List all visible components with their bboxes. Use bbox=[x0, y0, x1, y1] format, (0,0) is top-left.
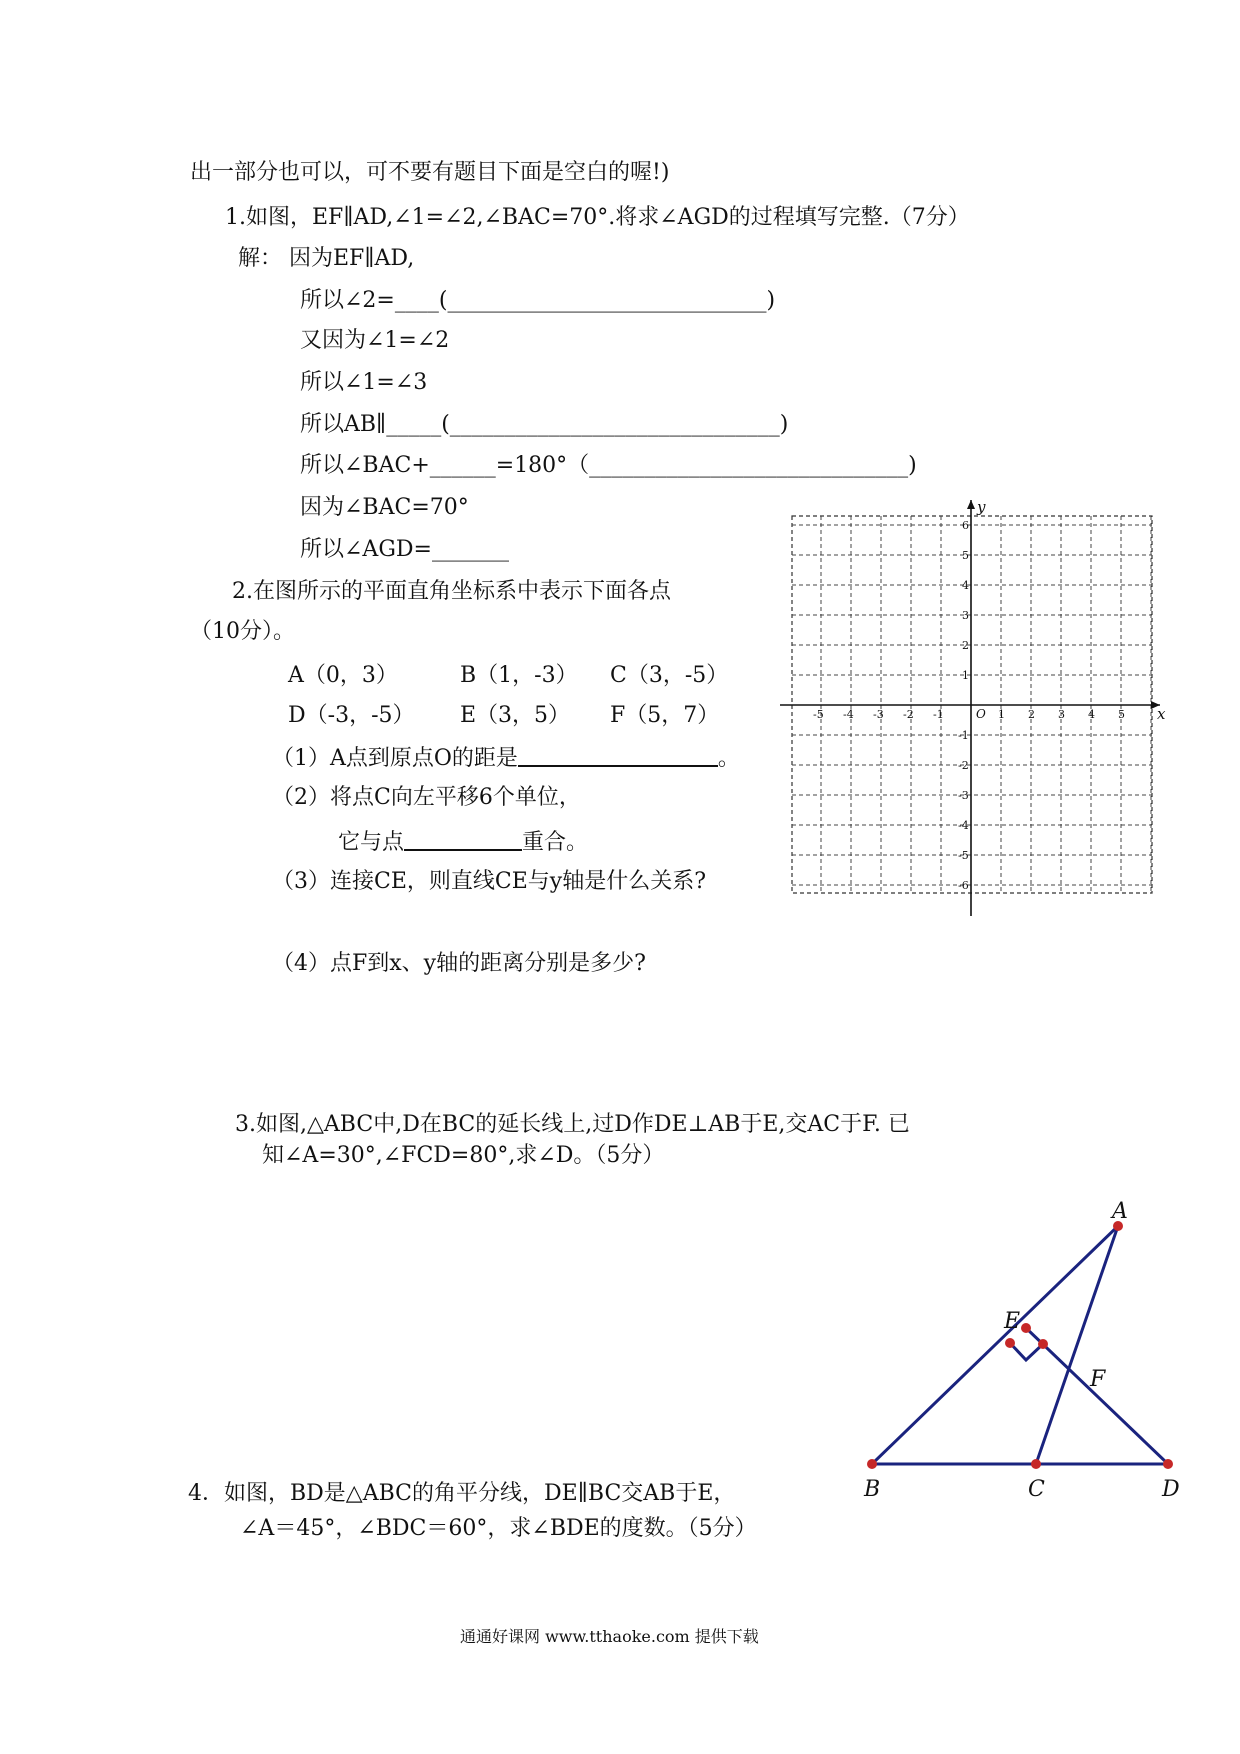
q2-sub3: （3）连接CE，则直线CE与y轴是什么关系? bbox=[272, 869, 707, 894]
answer-blank[interactable] bbox=[404, 829, 522, 851]
segment-ab bbox=[872, 1226, 1118, 1464]
label-a: A bbox=[1112, 1200, 1128, 1224]
x-tick-label: 3 bbox=[1058, 708, 1065, 721]
origin-label: O bbox=[976, 707, 986, 721]
mark-point bbox=[1038, 1339, 1048, 1349]
x-tick-label: 4 bbox=[1088, 708, 1095, 721]
q2-stem: 2.在图所示的平面直角坐标系中表示下面各点 bbox=[232, 579, 671, 604]
label-d: D bbox=[1162, 1477, 1180, 1502]
point-b bbox=[867, 1459, 877, 1469]
y-tick-label: 5 bbox=[962, 549, 969, 562]
y-tick-label: -4 bbox=[958, 819, 969, 832]
y-tick-label: 1 bbox=[962, 669, 969, 682]
q2-point-f: F（5，7） bbox=[610, 703, 720, 728]
x-tick-label: -4 bbox=[843, 708, 854, 721]
q1-line: 所以AB∥_____(______________________________) bbox=[300, 412, 789, 437]
y-tick-label: -2 bbox=[958, 759, 969, 772]
y-tick-label: -1 bbox=[958, 729, 969, 742]
x-axis-label: x bbox=[1157, 705, 1166, 723]
q3-line2: 知∠A=30°,∠FCD=80°,求∠D。（5分） bbox=[262, 1143, 665, 1168]
mark-point bbox=[1005, 1338, 1015, 1348]
x-tick-label: -5 bbox=[813, 708, 824, 721]
right-angle-mark bbox=[1010, 1343, 1043, 1360]
q1-line: 所以∠1=∠3 bbox=[300, 370, 428, 395]
segment-ac bbox=[1036, 1226, 1118, 1464]
q1-line: 解： 因为EF∥AD, bbox=[238, 246, 415, 271]
q2-point-d: D（-3，-5） bbox=[288, 703, 415, 728]
y-tick-label: 2 bbox=[962, 639, 969, 652]
coordinate-grid-figure bbox=[780, 498, 1170, 918]
triangle-figure bbox=[850, 1200, 1190, 1510]
grid-labels bbox=[813, 498, 1166, 892]
label-e: E bbox=[1004, 1309, 1021, 1334]
q2-point-a: A（0，3） bbox=[288, 663, 398, 688]
q2-point-e: E（3，5） bbox=[460, 703, 571, 728]
q2-sub4: （4）点F到x、y轴的距离分别是多少? bbox=[272, 951, 646, 976]
x-tick-label: -2 bbox=[903, 708, 914, 721]
label-c: C bbox=[1028, 1477, 1045, 1502]
y-axis-label: y bbox=[977, 498, 986, 516]
q2-sub1: （1）A点到原点O的距是 。 bbox=[272, 746, 740, 771]
grid-axes bbox=[780, 500, 1160, 916]
x-tick-label: -1 bbox=[933, 708, 944, 721]
x-tick-label: 1 bbox=[998, 708, 1005, 721]
q2-sub2b: 它与点 重合。 bbox=[338, 830, 589, 855]
q1-line: 又因为∠1=∠2 bbox=[300, 328, 450, 353]
triangle-labels bbox=[863, 1200, 1180, 1502]
y-axis-arrow bbox=[967, 500, 975, 509]
q1-line: 所以∠BAC+______=180°（_____________________________) bbox=[300, 453, 917, 478]
q2-point-c: C（3，-5） bbox=[610, 663, 729, 688]
y-tick-label: 6 bbox=[962, 519, 969, 532]
intro-text: 出一部分也可以，可不要有题目下面是空白的喔!) bbox=[190, 160, 670, 185]
y-tick-label: -6 bbox=[958, 879, 969, 892]
segment-de bbox=[1026, 1328, 1168, 1464]
point-d bbox=[1163, 1459, 1173, 1469]
label-b: B bbox=[864, 1477, 881, 1502]
q2-sub2: （2）将点C向左平移6个单位， bbox=[272, 785, 581, 810]
x-tick-label: 2 bbox=[1028, 708, 1035, 721]
answer-blank[interactable] bbox=[518, 745, 718, 767]
q1-line: 因为∠BAC=70° bbox=[300, 495, 469, 520]
label-f: F bbox=[1090, 1367, 1106, 1392]
y-tick-label: -3 bbox=[958, 789, 969, 802]
q2-score: （10分）。 bbox=[190, 619, 295, 644]
point-e bbox=[1021, 1323, 1031, 1333]
q2-point-b: B（1，-3） bbox=[460, 663, 578, 688]
q1-line: 所以∠AGD=_______ bbox=[300, 537, 509, 562]
x-tick-label: -3 bbox=[873, 708, 884, 721]
footer-credit: 通通好课网 www.tthaoke.com 提供下载 bbox=[460, 1627, 759, 1646]
q4-line2: ∠A＝45°，∠BDC＝60°，求∠BDE的度数。（5分） bbox=[240, 1516, 757, 1541]
q1-stem: 1.如图，EF∥AD,∠1=∠2,∠BAC=70°.将求∠AGD的过程填写完整.（7分） bbox=[225, 205, 970, 230]
point-c bbox=[1031, 1459, 1041, 1469]
triangle-points bbox=[867, 1221, 1173, 1469]
x-tick-label: 5 bbox=[1118, 708, 1125, 721]
y-tick-label: -5 bbox=[958, 849, 969, 862]
q1-line: 所以∠2=____(_____________________________) bbox=[300, 288, 776, 313]
y-tick-label: 4 bbox=[962, 579, 969, 592]
triangle-lines bbox=[872, 1226, 1168, 1464]
q3-line1: 3.如图,△ABC中,D在BC的延长线上,过D作DE⊥AB于E,交AC于F. 已 bbox=[235, 1112, 910, 1137]
y-tick-label: 3 bbox=[962, 609, 969, 622]
q4-line1: 4．如图，BD是△ABC的角平分线，DE∥BC交AB于E， bbox=[188, 1481, 736, 1506]
